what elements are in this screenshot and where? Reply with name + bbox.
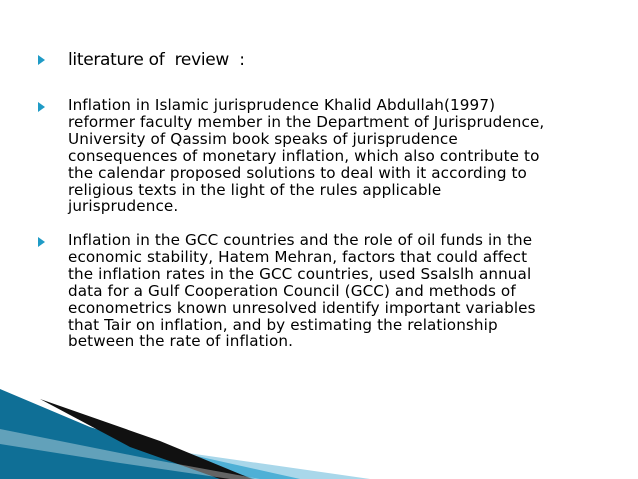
corner-swoosh-decoration <box>0 389 638 479</box>
text-line: data for a Gulf Cooperation Council (GCC) and methods of <box>68 281 516 300</box>
text-line: jurisprudence. <box>68 197 179 216</box>
text-line: Inflation in Islamic jurisprudence Khalid Abdullah(1997) <box>68 96 496 114</box>
text-line: the inflation rates in the GCC countries, used Ssalslh annual <box>68 264 532 283</box>
text-line: economic stability, Hatem Mehran, factors that could affect <box>68 247 528 266</box>
text-line: econometrics known unresolved identify important variables <box>68 298 536 317</box>
slide-title: literature of review : <box>68 50 245 70</box>
text-line: University of Qassim book speaks of jurisprudence <box>68 129 458 148</box>
bullet-item-text <box>68 97 603 215</box>
text-line: the calendar proposed solutions to deal with it according to <box>68 163 527 182</box>
right-triangle-bullet-icon <box>38 237 45 247</box>
text-line: consequences of monetary inflation, which also contribute to <box>68 146 540 165</box>
right-triangle-bullet-icon <box>38 55 45 65</box>
text-line: Inflation in the GCC countries and the role of oil funds in the <box>68 231 533 249</box>
title-bullet-row <box>38 50 245 70</box>
bullet-item-text <box>68 232 603 350</box>
text-line: religious texts in the light of the rules applicable <box>68 180 442 199</box>
text-line: that Tair on inflation, and by estimating the relationship <box>68 315 498 334</box>
bullet-item-2 <box>38 232 603 350</box>
bullet-item-1 <box>38 97 603 215</box>
text-line: between the rate of inflation. <box>68 332 294 351</box>
text-line: reformer faculty member in the Department of Jurisprudence, <box>68 112 545 131</box>
right-triangle-bullet-icon <box>38 102 45 112</box>
